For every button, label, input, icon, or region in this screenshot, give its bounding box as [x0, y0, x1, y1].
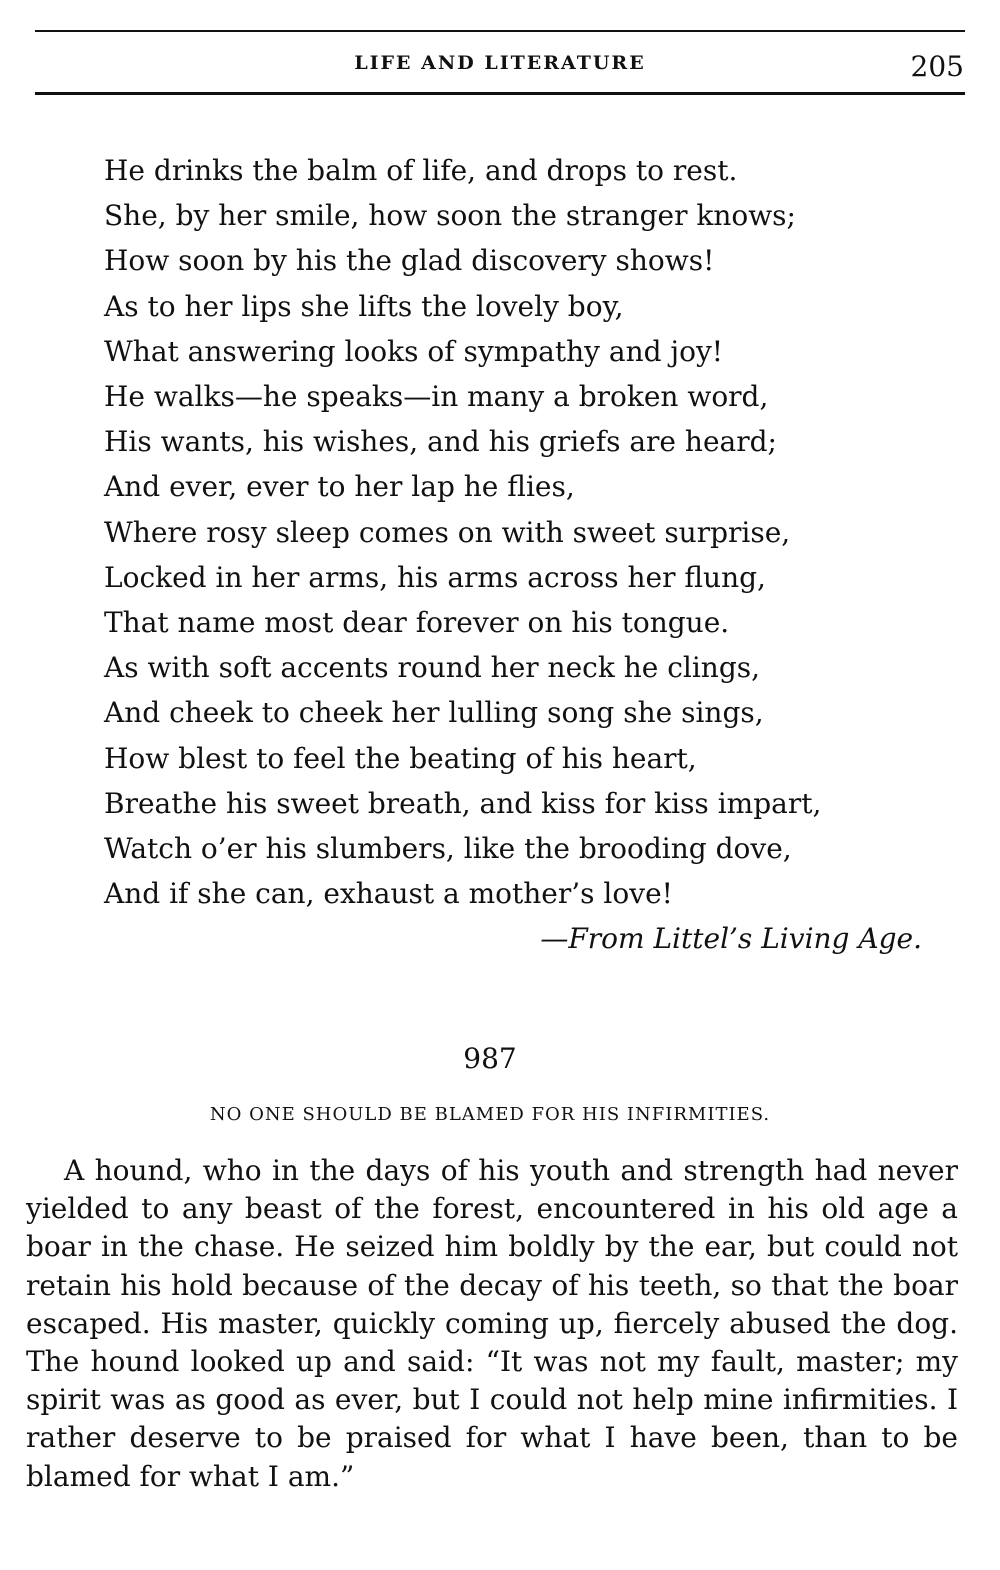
header-bottom-rule — [35, 92, 965, 95]
poem-line: Breathe his sweet breath, and kiss for kiss impart, — [104, 786, 822, 820]
poem-line: Watch o’er his slumbers, like the brooding dove, — [104, 832, 792, 866]
poem-line: How soon by his the glad discovery shows! — [104, 244, 715, 278]
page-number: 205 — [910, 50, 964, 83]
poem-line: As with soft accents round her neck he clings, — [104, 651, 761, 685]
poem-line: He drinks the balm of life, and drops to rest. — [104, 154, 738, 187]
running-head: LIFE AND LITERATURE — [354, 52, 646, 74]
poem-line: He walks—he speaks—in many a broken word, — [104, 380, 769, 414]
poem-line: Locked in her arms, his arms across her flung, — [104, 560, 766, 594]
section-title: NO ONE SHOULD BE BLAMED FOR HIS INFIRMITIES. — [209, 1104, 771, 1125]
poem — [104, 148, 924, 916]
poem-line: As to her lips she lifts the lovely boy, — [104, 289, 624, 323]
poem-line: What answering looks of sympathy and joy! — [104, 334, 724, 368]
poem-line: And ever, ever to her lap he flies, — [104, 470, 575, 504]
poem-attribution: —From Littel’s Living Age. — [540, 922, 922, 955]
section-number: 987 — [463, 1042, 517, 1075]
poem-line: And cheek to cheek her lulling song she sings, — [104, 696, 764, 730]
poem-line: That name most dear forever on his tongue. — [104, 606, 730, 640]
fable-paragraph: A hound, who in the days of his youth and strength had never yielded to any beast of the forest, encountered in his old age a boar in the chase. He seized him boldly by the ear, but could not retain his hold because of the decay of his teeth, so that the boar escaped. His master, quickly coming up, fiercely abused the dog. The hound looked up and said: “It was not my fault, master; my spirit was as good as ever, but I could not help mine infirmities. I rather deserve to be praised for what I have been, than to be blamed for what I am.” — [26, 1154, 958, 1493]
header-top-rule — [35, 30, 965, 32]
poem-line: His wants, his wishes, and his griefs are heard; — [104, 425, 777, 459]
poem-line: Where rosy sleep comes on with sweet surprise, — [104, 515, 791, 549]
poem-line: She, by her smile, how soon the stranger knows; — [104, 199, 796, 233]
poem-line: And if she can, exhaust a mother’s love! — [104, 877, 673, 911]
poem-line: How blest to feel the beating of his heart, — [104, 741, 697, 775]
